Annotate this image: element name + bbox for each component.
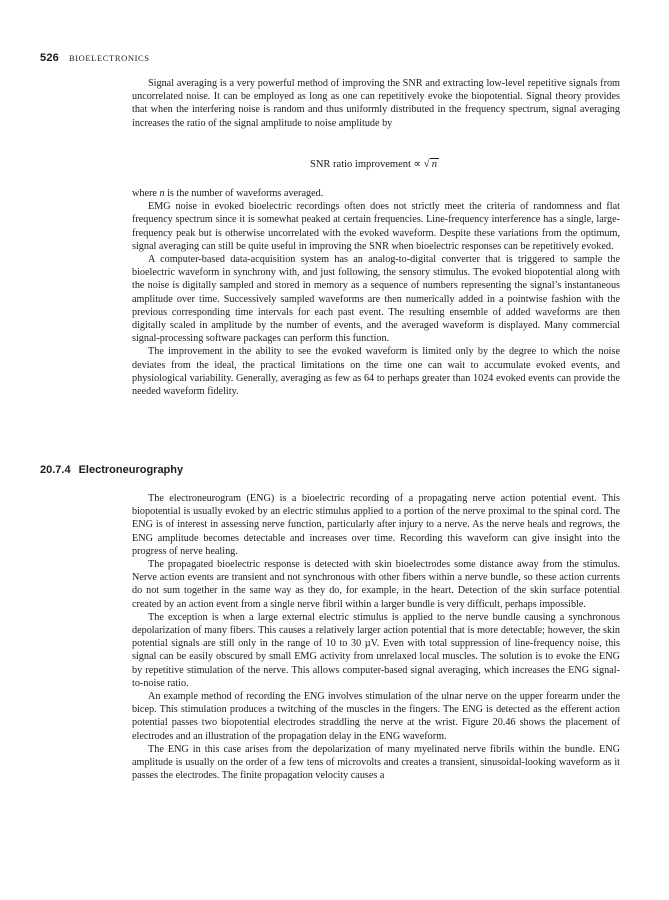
paragraph-example-method: An example method of recording the ENG involves stimulation of the ulnar nerve on the upper forearm under the bicep. This stimulation produces a twitching of the muscles in the fingers. The ENG is detected as the efferent action potential passes two biopotential electrodes straddling the nerve at the wrist. Figure 20.46 shows the placement of electrodes and an illustration of the propagation delay in the ENG waveform. xyxy=(132,691,620,742)
paragraph-exception: The exception is when a large external electric stimulus is applied to the nerve bundle causing a synchronous depolarization of many fibers. This causes a relatively larger action potential that is more detectable; however, the skin potential signals are still only in the range of 10 to 30 µV. Even with total suppression of line-frequency noise, this signal can be easily obscured by small EMG activity from unrelaxed local muscles. The solution is to evoke the ENG by repetitive stimulation of the nerve. This allows computer-based signal averaging, which increases the ENG signal-to-noise ratio. xyxy=(132,611,620,689)
paragraph-data-acquisition: A computer-based data-acquisition system has an analog-to-digital converter that is triggered to sample the bioelectric waveform in synchrony with, and just following, the sensory stimulus. The evoked biopotential along with the noise is digitally sampled and stored in memory as a sequence of numbers representing the signal’s instantaneous amplitude over time. Successively sampled waveforms are then numerically added in a pointwise fashion with the previous corresponding time intervals for each past event. The resulting ensemble of added waveforms are then digitally scaled in amplitude by the number of events, and the averaged waveform is displayed. Many commercial signal-processing software packages can perform this function. xyxy=(132,254,620,345)
snr-equation xyxy=(310,158,439,170)
paragraph-myelinated: The ENG in this case arises from the depolarization of many myelinated nerve fibrils within the bundle. ENG amplitude is usually on the order of a few tens of microvolts and creates a transient, sinusoidal-looking waveform as it passes the electrodes. The finite propagation velocity causes a xyxy=(132,743,620,782)
paragraph-eng-definition: The electroneurogram (ENG) is a bioelectric recording of a propagating nerve action potential event. This biopotential is usually evoked by an electric stimulus applied to a portion of the nerve proximal to the spinal cord. The ENG is of interest in assessing nerve function, particularly after injury to a nerve. As the nerve heals and regrows, the ENG amplitude becomes detectable and increases over time. Recording this waveform can give insight into the progress of nerve healing. xyxy=(132,493,620,557)
paragraph-improvement: The improvement in the ability to see the evoked waveform is limited only by the degree to which the noise deviates from the ideal, the practical limitations on the time one can wait to accumulate evoked events, and physiological variability. Generally, averaging as few as 64 to perhaps greater than 1024 evoked events can provide the needed waveform fidelity. xyxy=(132,346,620,398)
page-number: 526 xyxy=(40,52,59,64)
paragraph-propagated-response: The propagated bioelectric response is detected with skin bioelectrodes some distance away from the stimulus. Nerve action events are transient and not synchronous with other fibers within a nerve bundle, so these action currents do not sum together in the same way as they do, for example, in the heart. Detection of the skin surface potential created by an action event from a single nerve fibril within a larger bundle is very difficult, perhaps impossible. xyxy=(132,559,620,610)
eng-block xyxy=(132,492,620,782)
where-variable: n xyxy=(159,188,165,199)
equation-variable: n xyxy=(431,159,437,170)
where-suffix: is the number of waveforms averaged. xyxy=(164,188,324,199)
section-heading xyxy=(40,464,183,476)
averaging-block xyxy=(132,187,620,398)
section-number: 20.7.4 xyxy=(40,464,71,476)
radical-sign: √ xyxy=(423,158,430,170)
where-prefix: where xyxy=(132,188,160,199)
proportional-symbol: ∝ xyxy=(413,159,422,170)
square-root xyxy=(424,158,439,170)
paragraph-emg-noise: EMG noise in evoked bioelectric recordings often does not strictly meet the criteria of randomness and flat frequency spectrum since it is somewhat peaked at certain frequencies. Line-frequency interference has a single, large-frequency peak but is otherwise uncorrelated with the evoked waveform. Despite these variations from the optimum, signal averaging can still be quite useful in improving the SNR when bioelectric responses can be repetitively evoked. xyxy=(132,201,620,252)
intro-paragraph: Signal averaging is a very powerful method of improving the SNR and extracting low-level repetitive signals from uncorrelated noise. It can be employed as long as one can repetitively evoke the biopotential. Signal theory provides that when the interfering noise is random and thus uniformly distributed in the frequency spectrum, signal averaging increases the ratio of the signal amplitude to noise amplitude by xyxy=(132,78,620,129)
section-title: Electroneurography xyxy=(78,464,184,476)
where-line xyxy=(132,187,620,200)
running-title: BIOELECTRONICS xyxy=(68,53,150,63)
equation-label: SNR ratio improvement xyxy=(310,159,411,170)
page-header xyxy=(40,48,150,66)
intro-block xyxy=(132,77,620,130)
